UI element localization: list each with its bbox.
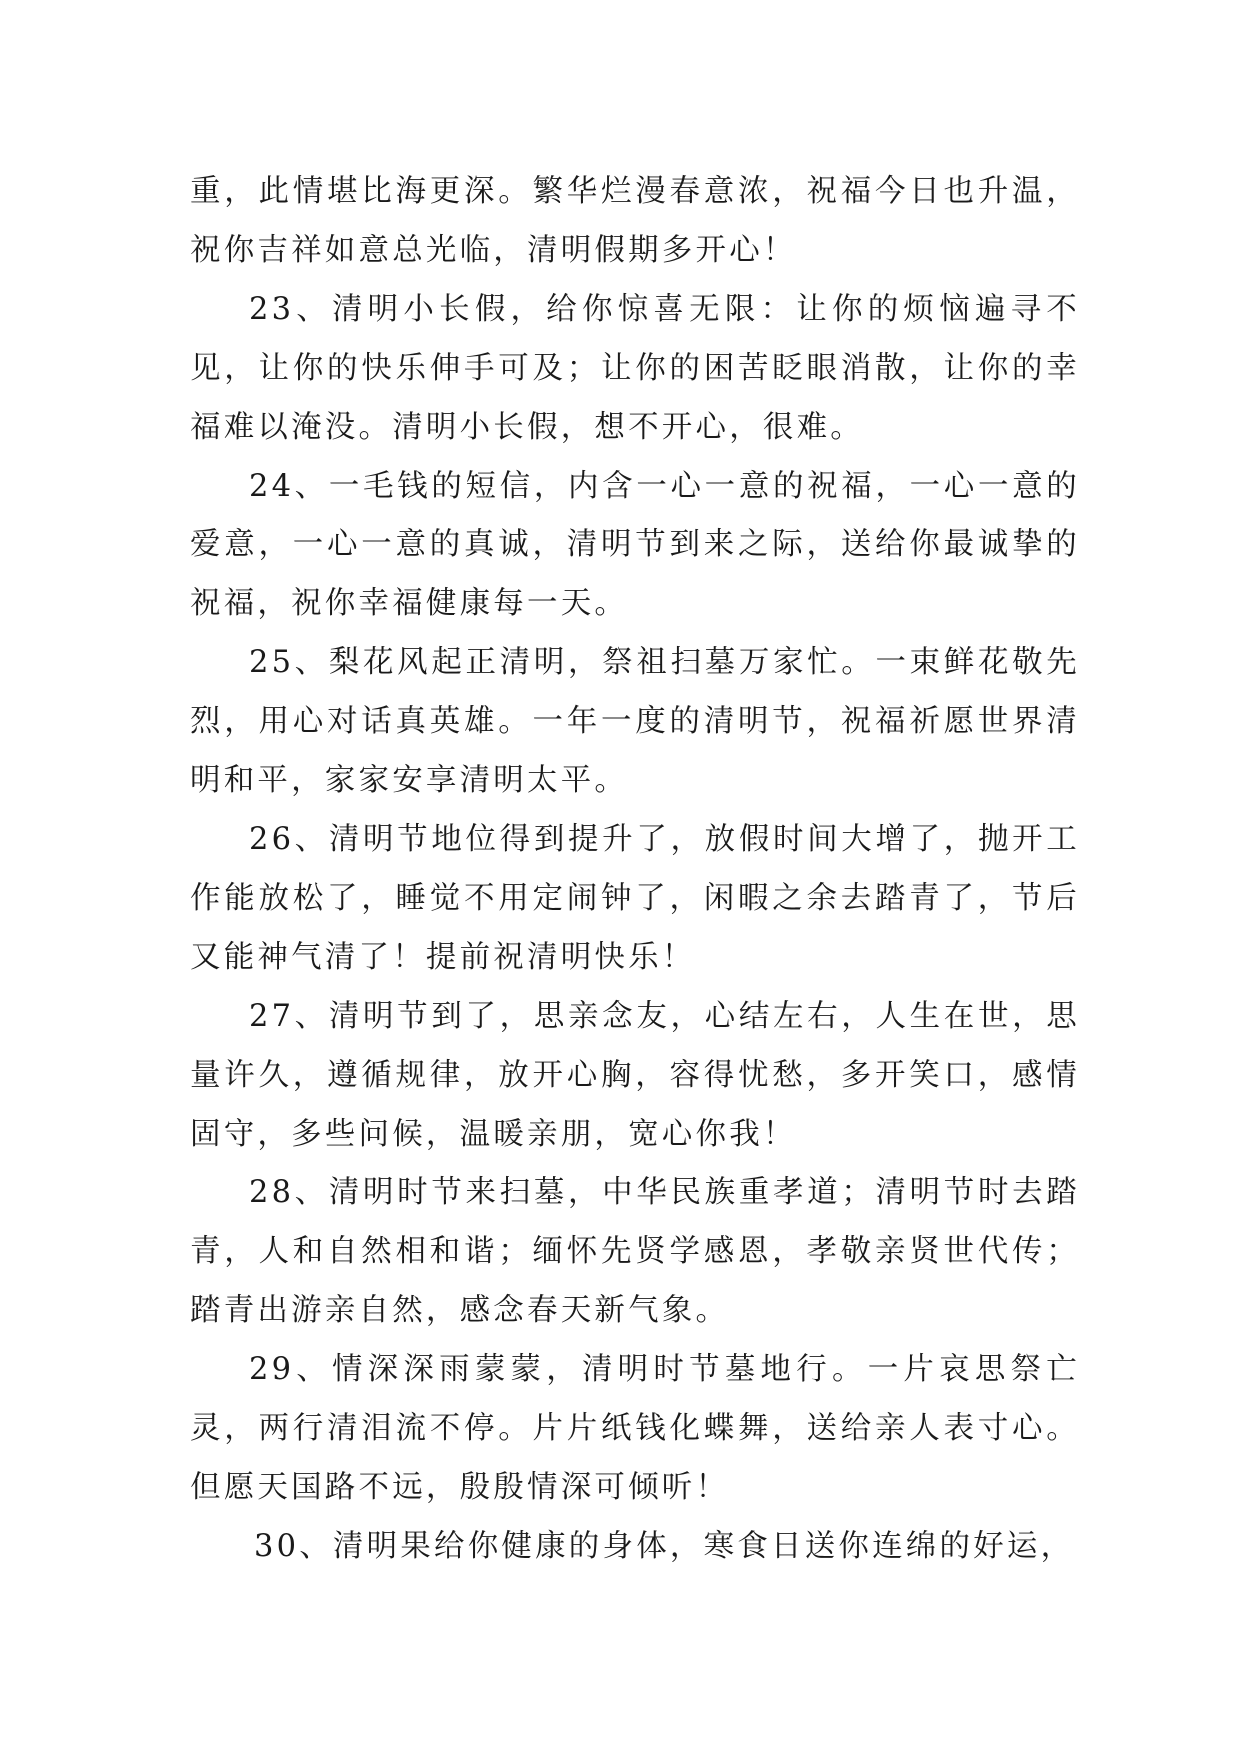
paragraph-26: 26、清明节地位得到提升了，放假时间大增了，抛开工作能放松了，睡觉不用定闹钟了，闲暇之余去踏青了，节后又能神气清了！提前祝清明快乐！	[190, 821, 1080, 975]
paragraph-24: 24、一毛钱的短信，内含一心一意的祝福，一心一意的爱意，一心一意的真诚，清明节到来之际，送给你最诚挚的祝福，祝你幸福健康每一天。	[190, 468, 1080, 622]
paragraph-27: 27、清明节到了，思亲念友，心结左右，人生在世，思量许久，遵循规律，放开心胸，容得忧愁，多开笑口，感情固守，多些问候，温暖亲朋，宽心你我！	[190, 998, 1080, 1152]
paragraph-30: 30、清明果给你健康的身体，寒食日送你连绵的好运，	[254, 1528, 1075, 1564]
paragraph-23: 23、清明小长假，给你惊喜无限：让你的烦恼遍寻不见，让你的快乐伸手可及；让你的困苦眨眼消散，让你的幸福难以淹没。清明小长假，想不开心，很难。	[190, 291, 1080, 445]
paragraph-28: 28、清明时节来扫墓，中华民族重孝道；清明节时去踏青，人和自然相和谐；缅怀先贤学感恩，孝敬亲贤世代传；踏青出游亲自然，感念春天新气象。	[190, 1175, 1080, 1329]
paragraph-continued: 重，此情堪比海更深。繁华烂漫春意浓，祝福今日也升温，祝你吉祥如意总光临，清明假期多开心！	[190, 174, 1080, 268]
paragraph-29: 29、情深深雨蒙蒙，清明时节墓地行。一片哀思祭亡灵，两行清泪流不停。片片纸钱化蝶舞，送给亲人表寸心。但愿天国路不远，殷殷情深可倾听！	[190, 1352, 1080, 1505]
document-body	[190, 163, 1080, 1577]
paragraph-25: 25、梨花风起正清明，祭祖扫墓万家忙。一束鲜花敬先烈，用心对话真英雄。一年一度的清明节，祝福祈愿世界清明和平，家家安享清明太平。	[190, 645, 1080, 799]
